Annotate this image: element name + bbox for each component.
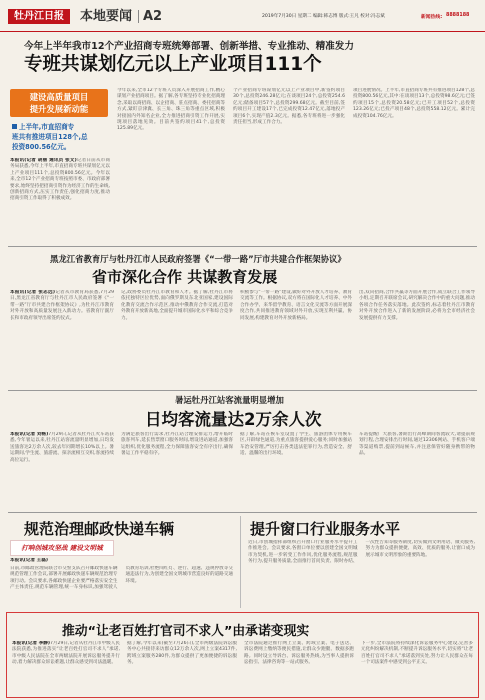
story6-body-col4: 下一步,全市法院将持续深化诉讼服务中心建设,完善多元化纠纷解决机制,不断提升诉讼服务水平,切实将“让老百姓打官司不求人”承诺落到实处,努力让人民群众在每一个司法案件中感受到公平正义。: [361, 641, 473, 666]
story2-byline: 本报讯(记者 张志远): [10, 290, 55, 295]
story6-headline: 推动“让老百姓打官司不求人”由承诺变现实: [62, 624, 310, 639]
hotline-label: 新闻热线:: [421, 15, 443, 20]
section-name: 本地要闻: [80, 9, 133, 24]
story1-byline: 本报讯(记者 胡丽 通讯员 张文): [10, 158, 77, 163]
story6-body-col2: 据了解,今年以来(截至7月26日),全市两级法院诉讼服务中心共接待来访群众12万余人次,网上立案4317件,跨域立案服务280件,为群众提供了更加便捷的诉讼服务。: [127, 641, 237, 666]
story3-headline: 日均客流量达2万余人次: [145, 410, 322, 429]
story1-kicker: 今年上半年我市12个产业招商专班统筹部署、创新举措、专业推动、精准发力: [24, 41, 354, 52]
story2-body-col2: 记,政协委员牡丹江市教育和人才。据了解,牡丹江市将依托独特区位优势,面向俄罗斯及东北亚国家,建设国际化教育交流合作示范区,推动中俄教育合作交流,打造对外教育开放新高地,全面提升城市国际化水平和综合竞争力。: [121, 290, 233, 321]
highlight-line-2: 班共有推进项目128个,总: [12, 133, 88, 141]
story2-kicker: 黑龙江省教育厅与牡丹江市人民政府签署《“一带一路”厅市共建合作框架协议》: [50, 254, 346, 264]
badge-line-1: 建设高质量项目: [29, 92, 89, 102]
story3-body-col2: 为满足旅客出行需求,牡丹江站合理安排运力,增开临时旅客列车,延长售票窗口服务时间,增设进站通道,加强客运组织,优化服务流程,全力保障旅客安全有序出行,确保暑运工作平稳有序。: [121, 432, 233, 457]
rule: [8, 390, 477, 391]
rule: [8, 512, 477, 513]
badge-line-2: 提升发展新动能: [29, 104, 89, 114]
story4-tagline: 打响创城攻坚战 建设文明城: [21, 544, 103, 552]
story3-kicker: 暑运牡丹江站客流量明显增加: [175, 395, 284, 405]
story1-body-col3: 个产业招商专班谋划亿元以上产业项目中,新签约项目30个,总投资246.28亿元;在谈项目24个,总投资254.6亿元;储备项目57个,总投资299.68亿元。截至目前,签约项目开工建设17个,已完成投资12.47亿元,落地投产项目6个,实现产值2.3亿元。据悉,各专班将进一步强化责任担当,形成工作合力。: [233, 88, 345, 126]
story6-body-col1: 本报讯(记者 李静)7月29日,记者从牡丹江市中级人民法院获悉,为推进落实“让老百姓打官司不求人”承诺,市中级人民法院在全市两级法院开展诉讼服务提升行动,着力解决群众诉讼难题,让群众感受到司法温暖。: [12, 641, 120, 666]
story3-byline: 本报讯(记者 刘畅): [10, 432, 49, 437]
story3-body-col3: 据了解,车站在候车室设置了学生、旅游团体专用候车区,开辟绿色通道,为重点旅客提供爱心服务;同时加强站车治安管理,严厉打击各类违法犯罪行为,营造安全、舒适、温馨的出行环境。: [240, 432, 352, 457]
rule: [8, 246, 477, 247]
story6-body-col3: 全市法院通过推行网上立案、跨域立案、电子送达、诉讼费网上缴纳等便民措施,让群众少跑腿、数据多跑路。同时设立导诉台、诉讼服务热线,为当事人提供诉讼指引、法律咨询等一站式服务。: [244, 641, 354, 666]
hotline-number: 8888188: [446, 13, 470, 18]
story1-badge: [10, 89, 108, 117]
vertical-rule: [240, 516, 241, 608]
page-number: A2: [143, 9, 163, 24]
story4-tagline-banner: [10, 540, 114, 556]
story6-byline: 本报讯(记者 李静): [12, 641, 50, 646]
story5-body: 近日,市创城指挥部组织召开窗口行业服务水平提升工作推进会。会议要求,各窗口单位要以创建全国文明城市为契机,进一步转变工作作风,优化服务流程,规范服务行为,提升服务质量,全面推行首问负责、限时办结、一次性告知等服务制度,切实做到文明用语、微笑服务,努力为群众提供便捷、高效、优质的服务,让窗口成为展示城市文明形象的重要阵地。: [248, 540, 475, 565]
story2-body-col4: 出,双向招商,合作共赢等方面开展合作,成立联合工作领导小组,定期召开联席会议,研究解决合作中的重大问题,推动各项合作任务落实落地。此次签约,标志着牡丹江市教育对外开放合作进入了新的发展阶段,必将为全市经济社会发展提供有力支撑。: [359, 290, 475, 321]
story3-body-col1: 本报讯(记者 刘畅)7月29日,记者从牡丹江火车站获悉,今年暑运以来,牡丹江站客流量明显增加,日均发送旅客达2万余人次,较去年同期增长10%以上。暑运期间,学生流、旅游流、探亲流相互交织,客流持续高位运行。: [10, 432, 114, 463]
story1-body-col2: 今年以来,全市12个专班人员深入开展招商工作,精心谋划产业招商项目。据了解,各专班坚持专业化招商理念,采取以商招商、以企招商、驻点招商、委托招商等方式,紧盯京津冀、长三角、珠三角等重点区域,积极对接国内外知名企业,全力推进招商引资工作开展,实现项目落地见效。目前共签约项目41个,总投资125.89亿元。: [117, 88, 225, 132]
newspaper-logo: 牡丹江日报: [8, 9, 70, 24]
story4-body: 日前,市邮政管理局联合市交警支队召开邮政快递车辆规范管理工作会议,部署开展邮政快递车辆规范治理专项行动。会议要求,各邮政快递企业要严格落实安全生产主体责任,规范车辆管理,统一车身标识,加强驾驶人员教育培训,杜绝闯红灯、逆行、超速、违规停放等交通违法行为,为创建全国文明城市营造良好的道路交通环境。: [10, 566, 233, 591]
story1-body-col4: 项目进展情况。上半年,市直招商专班共有推进项目128个,总投资800.56亿元,其中:在谈项目13个,总投资98.6亿元;已签约项目15个,总投资20.58亿元;已开工项目52个,总投资123.26亿元;已投产项目48个,总投资558.12亿元。累计完成投资104.76亿元。: [353, 88, 475, 119]
issue-line: 2019年7月30日 星期二 编辑:韩志博 版式:王凡 校对:冯志斌: [262, 14, 385, 19]
story1-headline: 专班共谋划亿元以上产业项目111个: [24, 54, 322, 75]
story5-headline: 提升窗口行业服务水平: [250, 520, 401, 538]
highlight-marker: [12, 124, 17, 129]
story1-body-col1: 本报讯(记者 胡丽 通讯员 张文)记者日前从市商务局获悉,今年上半年,市直招商专班共谋划亿元以上产业项目111个,总投资800.56亿元。今年以来,全市12个产业招商专班按照市委、市政府部署要求,始终坚持把招商引资作为经济工作的生命线,创新招商方式,压实工作责任,强化招商力度,推动招商引资工作取得了积极成效。: [10, 158, 110, 202]
story4-headline: 规范治理邮政快递车辆: [24, 520, 175, 538]
story4-byline: 本报讯(记者 王磊): [10, 558, 48, 563]
highlight-line-3: 投资800.56亿元。: [12, 143, 71, 151]
divider: [138, 10, 139, 23]
highlight-line-1: 上半年,市直招商专: [12, 122, 108, 132]
story3-body-col4: 车站提醒广大旅客,暑期出行高峰期间客流较大,请提前规划行程,合理安排出行时间,通过12306网站、手机客户端等渠道购票,提前到站候车,并注意保管好随身携带的物品。: [359, 432, 475, 457]
story2-body-col1: 本报讯(记者 张志远)记者从市教育局获悉,7月29日,黑龙江省教育厅与牡丹江市人民政府签署《“一带一路”厅市共建合作框架协议》,为牡丹江市教育对外开放和高质量发展注入新动力。省教育厅副厅长和市政府领导出席签约仪式。: [10, 290, 114, 321]
story2-body-col3: 积极参与“一带一路”建设,做好对外开放人才培养、教育交流等工作。根据协议,双方将在国际化人才培养、中外合作办学、来华留学教育、语言文化交流等方面开展深度合作,共同推进教育领域对外开放,实现互利共赢、协同发展,构建教育对外开放新格局。: [240, 290, 352, 321]
masthead: [0, 0, 485, 32]
story2-headline: 省市深化合作 共谋教育发展: [92, 268, 278, 286]
story1-highlight: [12, 122, 108, 154]
